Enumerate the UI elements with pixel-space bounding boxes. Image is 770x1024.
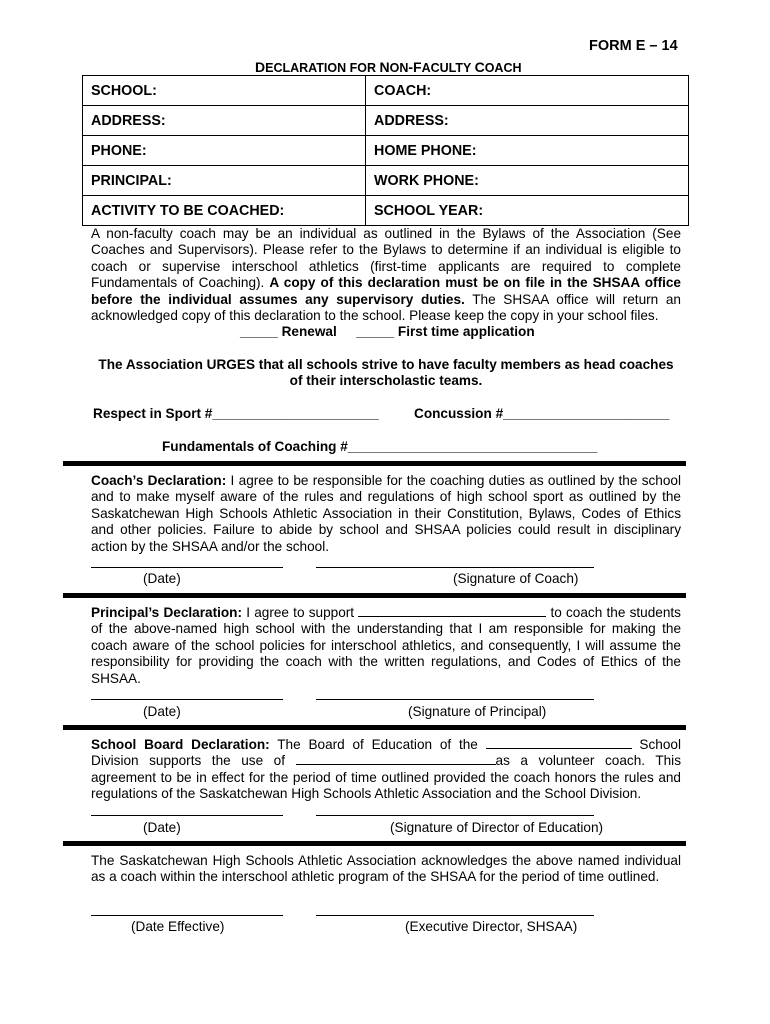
renewal-label: Renewal — [281, 324, 337, 339]
coach-declaration: Coach’s Declaration: I agree to be responsible for the coaching duties as outlined by the school and to make myself aware of the rules and regulations of high school sport as outlined by the Saskatchewan High Schools Athletic Association in their Constitution, Bylaws, Codes of Ethics and other policies. Failure to abide by school and SHSAA policies could result in disciplinary action by the SHSAA and/or the school. — [91, 473, 682, 554]
coach-address-field[interactable]: ADDRESS: — [366, 106, 689, 136]
home-phone-field[interactable]: HOME PHONE: — [366, 136, 689, 166]
coach-field[interactable]: COACH: — [366, 76, 689, 106]
coach-signature-line[interactable] — [316, 567, 594, 568]
effective-date-line[interactable] — [91, 915, 283, 916]
board-date-label: (Date) — [143, 820, 181, 835]
board-declaration: School Board Declaration: The Board of Education of the School Division supports the use of as a volunteer coach. This agreement to be in effect for the period of time outlined provided the coach honors the rules and regulations of the Saskatchewan High Schools Athletic Association and the School Division. — [91, 737, 681, 802]
info-table — [82, 75, 689, 226]
table-row — [83, 76, 689, 106]
principal-field[interactable]: PRINCIPAL: — [83, 166, 366, 196]
intro-paragraph: A non-faculty coach may be an individual as outlined in the Bylaws of the Association (See Coaches and Supervisors). Please refer to the Bylaws to determine if an individual is eligible to coach or supervise interschool athletics (first-time applicants are required to complete Fundamentals of Coaching). A copy of this declaration must be on file in the SHSAA office before the individual assumes any supervisory duties. The SHSAA office will return an acknowledged copy of this declaration to the school. Please keep the copy in your school files. — [91, 226, 681, 324]
urges-statement: The Association URGES that all schools strive to have faculty members as head coaches of their interscholastic teams. — [98, 357, 674, 389]
section-divider — [63, 725, 686, 730]
school-year-field[interactable]: SCHOOL YEAR: — [366, 196, 689, 226]
principal-date-line[interactable] — [91, 699, 283, 700]
concussion-field[interactable]: Concussion #______________________ — [414, 406, 670, 421]
principal-signature-line[interactable] — [316, 699, 594, 700]
application-type — [240, 324, 535, 339]
principal-date-label: (Date) — [143, 704, 181, 719]
renewal-blank[interactable]: _____ — [240, 324, 278, 339]
first-time-blank[interactable]: _____ — [356, 324, 395, 339]
table-row — [83, 136, 689, 166]
executive-signature-label: (Executive Director, SHSAA) — [405, 919, 578, 934]
school-address-field[interactable]: ADDRESS: — [83, 106, 366, 136]
section-divider — [63, 593, 686, 598]
principal-signature-label: (Signature of Principal) — [408, 704, 547, 719]
coach-date-label: (Date) — [143, 571, 181, 586]
board-date-line[interactable] — [91, 815, 283, 816]
activity-field[interactable]: ACTIVITY TO BE COACHED: — [83, 196, 366, 226]
form-title: DECLARATION FOR NON-FACULTY COACH — [255, 59, 522, 75]
table-row — [83, 166, 689, 196]
coach-name-blank[interactable] — [358, 616, 546, 617]
acknowledgement-paragraph: The Saskatchewan High Schools Athletic Association acknowledges the above named individual as a coach within the interschool athletic program of the SHSAA for the period of time outlined. — [91, 853, 681, 885]
form-id: FORM E – 14 — [589, 38, 678, 54]
table-row — [83, 196, 689, 226]
fundamentals-field[interactable]: Fundamentals of Coaching #_________________________________ — [162, 439, 598, 454]
coach-signature-label: (Signature of Coach) — [453, 571, 579, 586]
school-field[interactable]: SCHOOL: — [83, 76, 366, 106]
coach-declaration-heading: Coach’s Declaration: — [91, 473, 227, 488]
section-divider — [63, 461, 686, 466]
director-signature-label: (Signature of Director of Education) — [390, 820, 604, 835]
executive-signature-line[interactable] — [316, 915, 594, 916]
volunteer-name-blank[interactable] — [296, 764, 496, 765]
coach-date-line[interactable] — [91, 567, 283, 568]
phone-field[interactable]: PHONE: — [83, 136, 366, 166]
director-signature-line[interactable] — [316, 815, 594, 816]
respect-in-sport-field[interactable]: Respect in Sport #______________________ — [93, 406, 379, 421]
effective-date-label: (Date Effective) — [131, 919, 225, 934]
principal-declaration: Principal’s Declaration: I agree to support to coach the students of the above-named high school with the understanding that I am responsible for making the coach aware of the school policies for interschool athletics, and consequently, I will assume the responsibility for providing the coach with the written regulations, and Codes of Ethics of the SHSAA. — [91, 605, 681, 686]
board-name-blank[interactable] — [486, 748, 632, 749]
board-declaration-heading: School Board Declaration: — [91, 737, 270, 752]
table-row — [83, 106, 689, 136]
principal-declaration-heading: Principal’s Declaration: — [91, 605, 243, 620]
first-time-label: First time application — [397, 324, 535, 339]
section-divider — [63, 841, 686, 846]
work-phone-field[interactable]: WORK PHONE: — [366, 166, 689, 196]
